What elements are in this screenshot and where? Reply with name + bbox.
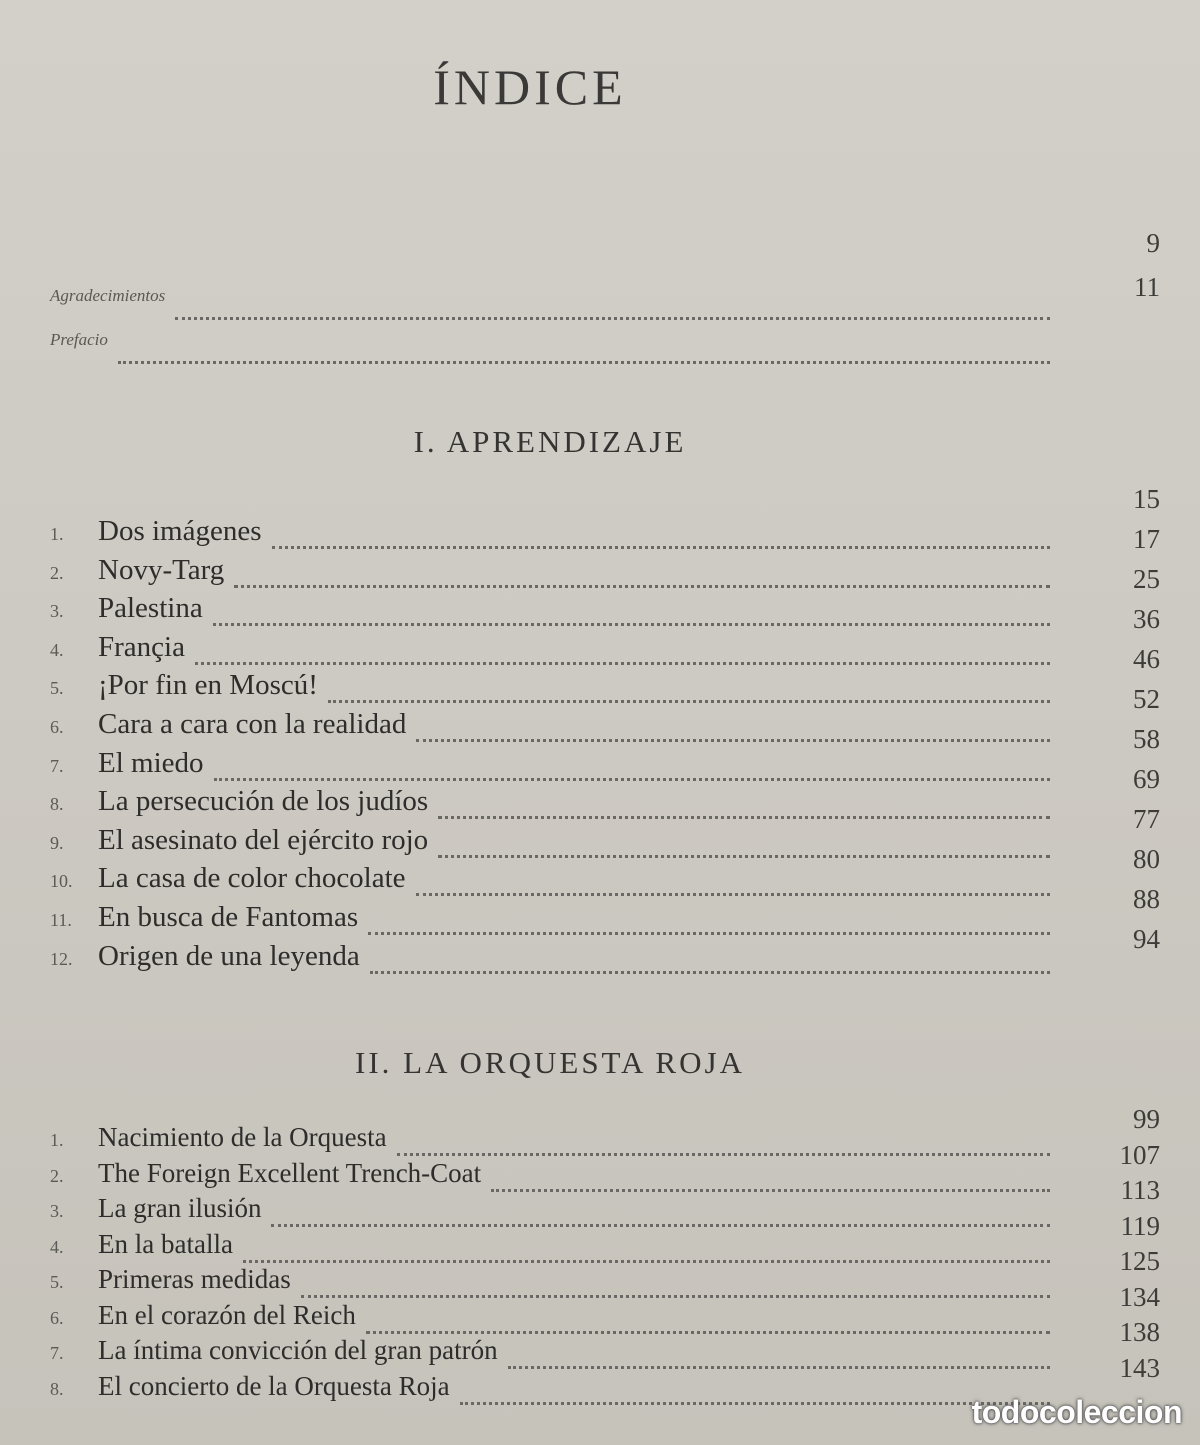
toc-entry-label: Prefacio xyxy=(50,330,108,349)
toc-entry-label: Dos imágenes xyxy=(98,515,262,547)
page-number: 58 xyxy=(1133,724,1160,754)
toc-entry xyxy=(50,1335,1050,1375)
toc-entry-number: 5. xyxy=(50,1272,64,1292)
leader-dots xyxy=(438,816,1050,819)
toc-entry xyxy=(50,940,1050,980)
toc-entry-number: 10. xyxy=(50,871,73,892)
toc-entry-number: 2. xyxy=(50,562,64,583)
section-title: I. APRENDIZAJE xyxy=(413,424,687,459)
leader-dots xyxy=(234,585,1050,588)
page-number: 11 xyxy=(1134,272,1160,302)
leader-dots xyxy=(508,1366,1050,1369)
page-number: 46 xyxy=(1133,644,1160,674)
leader-dots xyxy=(214,778,1050,781)
toc-entry-number: 7. xyxy=(50,755,64,776)
leader-dots xyxy=(368,932,1050,935)
leader-dots xyxy=(195,662,1050,665)
toc-entry xyxy=(50,554,1050,594)
toc-entry-number: 7. xyxy=(50,1343,64,1363)
page-number: 143 xyxy=(1119,1352,1160,1383)
toc-entry-label: En la batalla xyxy=(98,1228,233,1259)
toc-entry-number: 4. xyxy=(50,1236,64,1257)
leader-dots xyxy=(243,1260,1050,1263)
page-number: 113 xyxy=(1120,1175,1160,1205)
toc-entry-label: ¡Por fin en Moscú! xyxy=(98,669,318,702)
leader-dots xyxy=(370,971,1050,974)
toc-entry xyxy=(50,1229,1050,1269)
page-number: 138 xyxy=(1119,1317,1160,1347)
toc-entry xyxy=(50,330,1050,370)
toc-entry-number: 6. xyxy=(50,717,64,737)
toc-entry xyxy=(50,1300,1050,1340)
leader-dots xyxy=(301,1295,1050,1298)
toc-entry-label: La casa de color chocolate xyxy=(98,862,406,895)
toc-entry-label: Primeras medidas xyxy=(98,1264,291,1294)
page-number: 15 xyxy=(1133,484,1160,514)
toc-entry-number: 11. xyxy=(50,910,72,930)
toc-entry-label: Cara a cara con la realidad xyxy=(98,708,407,740)
page-number: 80 xyxy=(1133,844,1160,874)
toc-entry-label: Nacimiento de la Orquesta xyxy=(98,1122,387,1152)
page-number: 77 xyxy=(1133,804,1160,834)
leader-dots xyxy=(416,739,1050,742)
toc-entry-label: La íntima convicción del gran patrón xyxy=(98,1335,498,1365)
page-number: 99 xyxy=(1133,1104,1160,1134)
page-number: 88 xyxy=(1133,884,1160,914)
toc-entry-number: 6. xyxy=(50,1307,64,1328)
toc-entry-number: 2. xyxy=(50,1165,64,1186)
toc-entry-label: Origen de una leyenda xyxy=(98,939,360,972)
toc-entry xyxy=(50,901,1050,941)
toc-entry-label: Agradecimientos xyxy=(50,286,166,305)
page-title: ÍNDICE xyxy=(433,59,627,115)
toc-entry xyxy=(50,824,1050,864)
page-number: 69 xyxy=(1133,764,1160,794)
toc-entry-number: 9. xyxy=(50,832,64,853)
toc-entry-label: En el corazón del Reich xyxy=(98,1299,356,1330)
toc-entry xyxy=(50,785,1050,825)
page-number: 36 xyxy=(1133,604,1160,634)
toc-entry-label: En busca de Fantomas xyxy=(98,901,359,933)
toc-entry-number: 4. xyxy=(50,639,64,660)
toc-entry-number: 1. xyxy=(50,1130,64,1150)
toc-entry xyxy=(50,747,1050,787)
toc-entry xyxy=(50,862,1050,902)
toc-entry xyxy=(50,631,1050,671)
toc-entry xyxy=(50,592,1050,632)
page-number: 94 xyxy=(1133,924,1160,954)
page-number: 9 xyxy=(1146,228,1160,258)
toc-entry-label: Novy-Targ xyxy=(98,553,225,586)
toc-entry-number: 5. xyxy=(50,678,64,699)
page-number: 125 xyxy=(1119,1246,1160,1276)
watermark-logo: todocoleccion xyxy=(971,1394,1182,1430)
toc-entry xyxy=(50,1158,1050,1198)
toc-entry xyxy=(50,1193,1050,1233)
toc-entry xyxy=(50,1122,1050,1162)
page-number: 25 xyxy=(1133,564,1160,594)
page-number: 107 xyxy=(1119,1139,1160,1170)
toc-entry xyxy=(50,286,1050,326)
toc-entry-number: 8. xyxy=(50,794,64,815)
toc-entry-label: El asesinato del ejército rojo xyxy=(98,823,429,856)
toc-entry xyxy=(50,515,1050,555)
page-number: 17 xyxy=(1133,524,1160,554)
toc-entry xyxy=(50,708,1050,748)
section-title: II. LA ORQUESTA ROJA xyxy=(355,1045,745,1080)
leader-dots xyxy=(366,1331,1050,1334)
leader-dots xyxy=(397,1153,1050,1156)
leader-dots xyxy=(328,700,1050,703)
toc-entry-number: 12. xyxy=(50,948,73,969)
toc-entry xyxy=(50,1264,1050,1304)
toc-entry xyxy=(50,1371,1050,1411)
toc-entry-label: Françia xyxy=(98,630,185,663)
toc-entry-label: La persecución de los judíos xyxy=(98,785,429,818)
toc-entry-label: El concierto de la Orquesta Roja xyxy=(98,1370,450,1401)
toc-entry-number: 8. xyxy=(50,1378,64,1399)
toc-entry-label: El miedo xyxy=(98,746,204,779)
leader-dots xyxy=(491,1189,1050,1192)
leader-dots xyxy=(213,623,1050,626)
toc-entry-number: 3. xyxy=(50,601,64,622)
leader-dots xyxy=(118,361,1050,364)
toc-entry xyxy=(50,669,1050,709)
page-number: 119 xyxy=(1120,1210,1160,1241)
page-number: 134 xyxy=(1119,1281,1160,1312)
toc-entry-label: La gran ilusión xyxy=(98,1193,262,1223)
leader-dots xyxy=(175,317,1050,320)
toc-entry-number: 3. xyxy=(50,1201,64,1221)
leader-dots xyxy=(271,1224,1050,1227)
leader-dots xyxy=(272,546,1051,549)
leader-dots xyxy=(438,855,1050,858)
leader-dots xyxy=(460,1402,1050,1405)
toc-entry-label: The Foreign Excellent Trench-Coat xyxy=(98,1157,482,1188)
leader-dots xyxy=(416,893,1050,896)
toc-entry-number: 1. xyxy=(50,524,64,544)
toc-entry-label: Palestina xyxy=(98,592,203,625)
page-number: 52 xyxy=(1133,684,1160,714)
